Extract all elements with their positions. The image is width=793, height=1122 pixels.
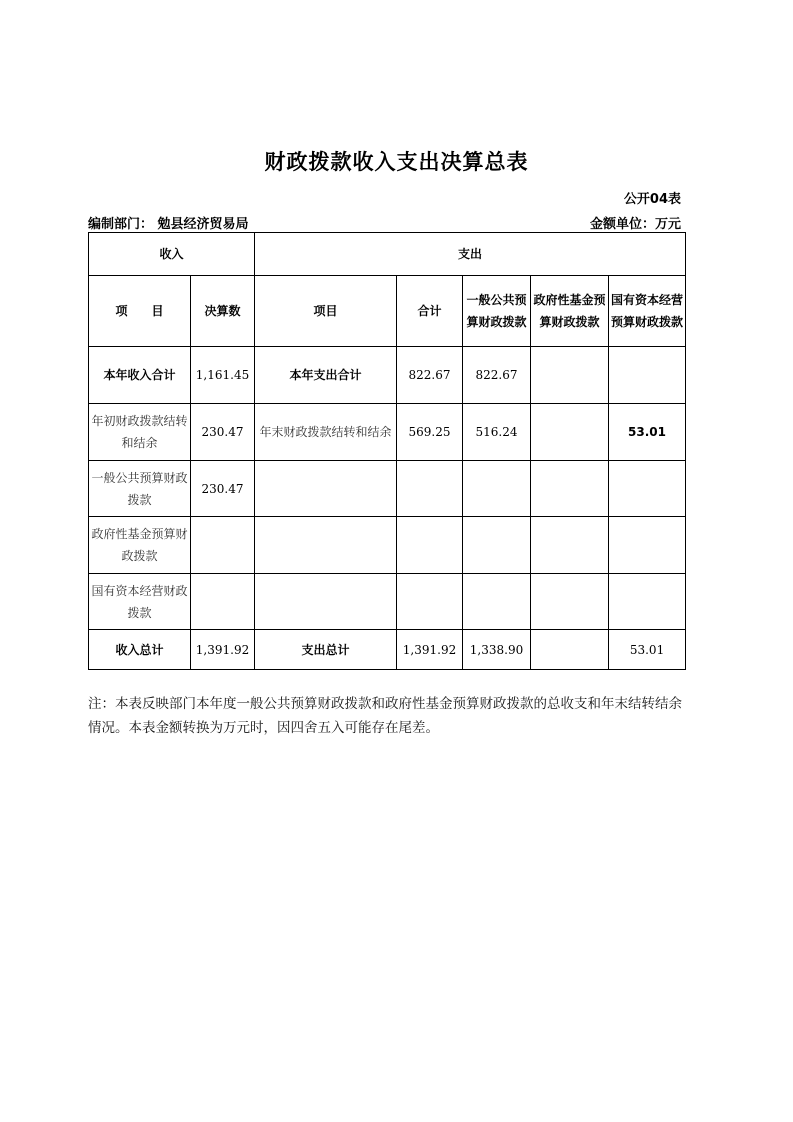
table-row xyxy=(89,517,686,574)
col-income-final: 决算数 xyxy=(191,276,255,347)
cell-value xyxy=(531,630,609,670)
cell-value xyxy=(463,574,531,630)
col-general: 一般公共预算财政拨款 xyxy=(463,276,531,347)
expense-header: 支出 xyxy=(255,233,686,276)
cell-value: 1,161.45 xyxy=(191,347,255,404)
row-label xyxy=(255,517,397,574)
cell-value xyxy=(463,461,531,517)
header-row-top xyxy=(89,233,686,276)
row-label: 支出总计 xyxy=(255,630,397,670)
cell-value xyxy=(531,347,609,404)
cell-value xyxy=(531,574,609,630)
table-row xyxy=(89,574,686,630)
cell-value: 53.01 xyxy=(609,630,686,670)
cell-value: 230.47 xyxy=(191,461,255,517)
table-row xyxy=(89,404,686,461)
table-row xyxy=(89,347,686,404)
row-label xyxy=(255,461,397,517)
table-row-total xyxy=(89,630,686,670)
finance-table xyxy=(88,232,686,670)
row-label: 一般公共预算财政拨款 xyxy=(89,461,191,517)
col-state: 国有资本经营预算财政拨款 xyxy=(609,276,686,347)
cell-value xyxy=(463,517,531,574)
cell-value xyxy=(609,461,686,517)
cell-value xyxy=(609,347,686,404)
cell-value: 516.24 xyxy=(463,404,531,461)
cell-value: 1,338.90 xyxy=(463,630,531,670)
department xyxy=(88,213,249,232)
row-label: 年初财政拨款结转和结余 xyxy=(89,404,191,461)
cell-value: 822.67 xyxy=(463,347,531,404)
row-label: 政府性基金预算财政拨款 xyxy=(89,517,191,574)
income-header: 收入 xyxy=(89,233,255,276)
cell-value xyxy=(531,404,609,461)
col-fund: 政府性基金预算财政拨款 xyxy=(531,276,609,347)
row-label xyxy=(255,574,397,630)
cell-value: 1,391.92 xyxy=(191,630,255,670)
department-name: 勉县经济贸易局 xyxy=(157,217,249,232)
cell-value xyxy=(191,517,255,574)
cell-value xyxy=(531,461,609,517)
cell-value xyxy=(609,574,686,630)
row-label: 年末财政拨款结转和结余 xyxy=(255,404,397,461)
cell-value xyxy=(397,574,463,630)
cell-value xyxy=(397,461,463,517)
cell-value xyxy=(531,517,609,574)
footnote: 注：本表反映部门本年度一般公共预算财政拨款和政府性基金预算财政拨款的总收支和年末结转结余情况。本表金额转换为万元时，因四舍五入可能存在尾差。 xyxy=(88,696,682,736)
header-row-columns xyxy=(89,276,686,347)
col-income-item: 项 目 xyxy=(89,276,191,347)
col-total: 合计 xyxy=(397,276,463,347)
page-title: 财政拨款收入支出决算总表 xyxy=(264,150,529,174)
cell-value xyxy=(397,517,463,574)
cell-value xyxy=(191,574,255,630)
row-label: 收入总计 xyxy=(89,630,191,670)
row-label: 国有资本经营财政拨款 xyxy=(89,574,191,630)
cell-value: 1,391.92 xyxy=(397,630,463,670)
department-label: 编制部门： xyxy=(88,217,154,232)
cell-value: 822.67 xyxy=(397,347,463,404)
amount-unit: 金额单位：万元 xyxy=(589,217,681,232)
row-label: 本年收入合计 xyxy=(89,347,191,404)
table-row xyxy=(89,461,686,517)
cell-value: 569.25 xyxy=(397,404,463,461)
row-label: 本年支出合计 xyxy=(255,347,397,404)
cell-value: 53.01 xyxy=(609,404,686,461)
cell-value xyxy=(609,517,686,574)
form-code: 公开04表 xyxy=(623,192,681,207)
cell-value: 230.47 xyxy=(191,404,255,461)
col-expense-item: 项目 xyxy=(255,276,397,347)
